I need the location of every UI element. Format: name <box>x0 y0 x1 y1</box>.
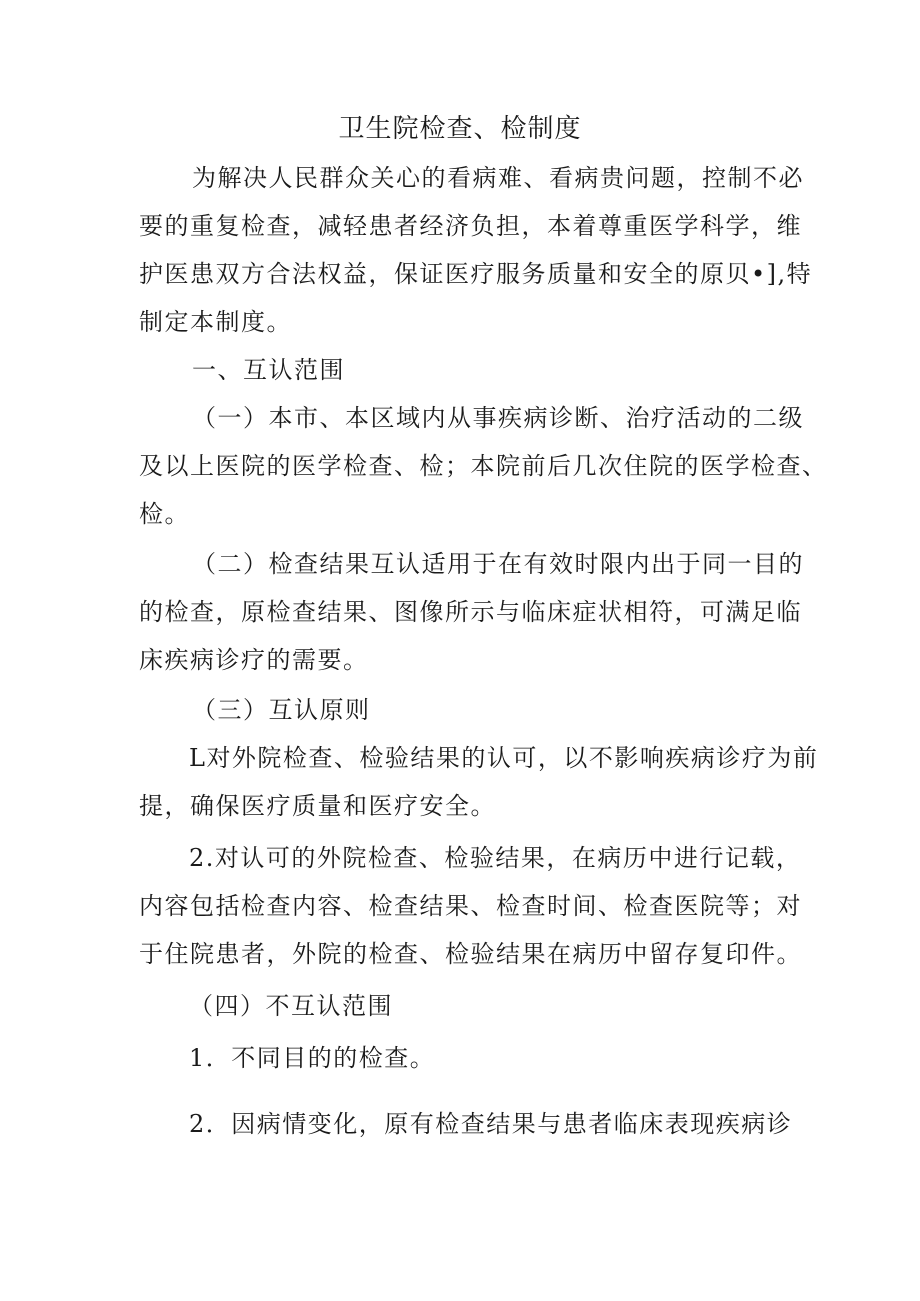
paragraph-line: （一）本市、本区域内从事疾病诊断、治疗活动的二级 <box>192 404 804 432</box>
paragraph-line: 的检查，原检查结果、图像所示与临床症状相符，可满足临 <box>139 598 802 626</box>
list-item: 1．不同目的的检查。 <box>189 1044 436 1072</box>
paragraph-line: 2.对认可的外院检查、检验结果，在病历中进行记载， <box>189 844 802 872</box>
paragraph-line: 于住院患者，外院的检查、检验结果在病历中留存复印件。 <box>139 940 802 968</box>
paragraph-line: 提，确保医疗质量和医疗安全。 <box>139 792 496 820</box>
section-heading: 一、互认范围 <box>192 356 345 384</box>
paragraph-line: 及以上医院的医学检查、检；本院前后几次住院的医学检查、 <box>139 452 828 480</box>
paragraph-line: 检。 <box>139 500 190 528</box>
list-item: 2．因病情变化，原有检查结果与患者临床表现疾病诊 <box>189 1110 793 1138</box>
paragraph-line: 要的重复检查，减轻患者经济负担，本着尊重医学科学，维 <box>139 212 802 240</box>
paragraph-line: 制定本制度。 <box>139 308 292 336</box>
subsection-heading: （三）互认原则 <box>192 696 371 724</box>
paragraph-line: 内容包括检查内容、检查结果、检查时间、检查医院等；对 <box>139 892 802 920</box>
document-title: 卫生院检查、检制度 <box>338 114 582 144</box>
paragraph-line: （二）检查结果互认适用于在有效时限内出于同一目的 <box>192 550 804 578</box>
paragraph-line: L对外院检查、检验结果的认可，以不影响疾病诊疗为前 <box>189 744 819 772</box>
paragraph-line: 为解决人民群众关心的看病难、看病贵问题，控制不必 <box>192 164 804 192</box>
subsection-heading: （四）不互认范围 <box>189 992 393 1020</box>
paragraph-line: 护医患双方合法权益，保证医疗服务质量和安全的原贝•],特 <box>139 260 813 288</box>
paragraph-line: 床疾病诊疗的需要。 <box>139 646 369 674</box>
